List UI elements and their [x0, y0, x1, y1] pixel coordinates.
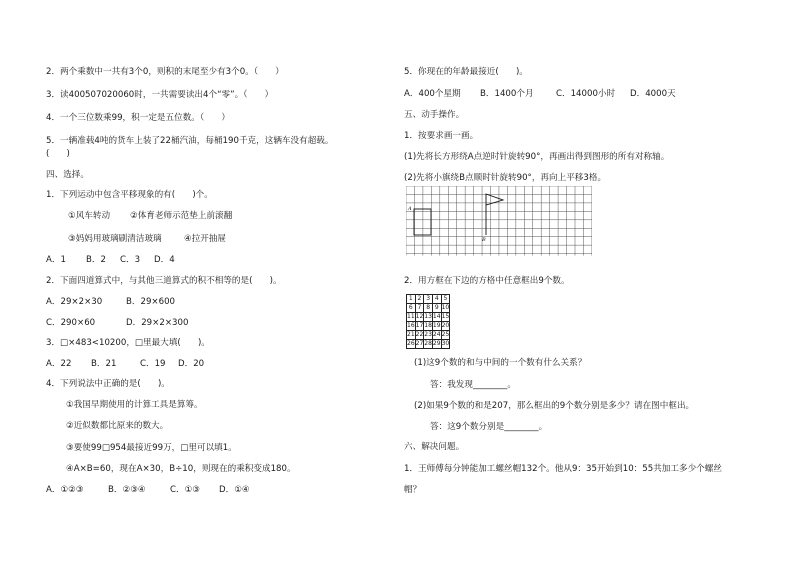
number-cell[interactable]: 25 — [441, 331, 450, 338]
number-cell[interactable]: 24 — [432, 331, 441, 338]
choice-q1-item-1: ①风车转动 — [68, 211, 111, 221]
number-cell[interactable]: 8 — [424, 304, 433, 313]
point-b-label: B — [482, 237, 486, 243]
choice-q1-item-2: ②体育老师示范垫上前滚翻 — [130, 211, 233, 221]
choice-q1-opt-a: A．1 — [46, 255, 66, 265]
draw-q1-part2: (2)先将小旗绕B点顺时针旋转90°，再向上平移3格。 — [404, 173, 607, 183]
number-cell[interactable]: 5 — [441, 295, 450, 304]
number-cell[interactable]: 16 — [407, 322, 415, 329]
number-cell[interactable]: 27 — [415, 340, 424, 347]
choice-q5-opt-c: C．14000小时 — [556, 89, 616, 99]
judge-q5-paren: ( ) — [46, 149, 70, 159]
number-cell[interactable]: 20 — [441, 322, 450, 329]
section-4-title: 四、选择。 — [46, 170, 89, 180]
number-cell[interactable]: 22 — [415, 331, 424, 338]
flag-shape — [486, 194, 503, 235]
choice-q4-item-4: ④A×B=60，现在A×30，B÷10，则现在的乘积变成180。 — [66, 464, 296, 474]
number-cell[interactable]: 29 — [432, 340, 441, 347]
number-cell[interactable]: 28 — [424, 340, 432, 347]
section-5-title: 五、动手操作。 — [404, 110, 465, 120]
number-cell[interactable]: 1 — [407, 295, 416, 304]
choice-q1-item-3: ③妈妈用玻璃刷清洁玻璃 — [68, 234, 162, 244]
solve-q1: 1．王师傅每分钟能加工螺丝帽132个。他从9：35开始到10：55共加工多少个螺丝 — [404, 464, 722, 474]
choice-q3: 3．□×483<10200，□里最大填( )。 — [46, 338, 210, 348]
choice-q2-opt-b: B．29×600 — [126, 297, 176, 307]
number-cell[interactable]: 18 — [424, 322, 432, 329]
draw-q2: 2．用方框在下边的方格中任意框出9个数。 — [404, 276, 570, 286]
choice-q4-opt-c: C．①③ — [170, 485, 201, 495]
number-cell[interactable]: 9 — [432, 304, 441, 313]
number-cell[interactable]: 10 — [441, 304, 450, 311]
number-row — [407, 304, 450, 313]
choice-q3-opt-d: D．20 — [178, 359, 205, 369]
number-cell[interactable]: 2 — [415, 295, 424, 304]
drawing-grid[interactable] — [406, 186, 592, 256]
number-cell[interactable]: 26 — [407, 340, 415, 347]
judge-q5: 5．一辆准载4吨的货车上装了22桶汽油，每桶190千克，这辆车没有超载。 — [46, 136, 334, 146]
rectangle-shape — [414, 209, 431, 235]
number-row — [407, 331, 450, 340]
point-a-label: A — [408, 206, 412, 212]
choice-q2: 2．下面四道算式中，与其他三道算式的积不相等的是( )。 — [46, 276, 282, 286]
draw-q1-part1: (1)先将长方形绕A点逆时针旋转90°，再画出得到图形的所有对称轴。 — [404, 152, 670, 162]
choice-q4-opt-a: A．①②③ — [46, 485, 84, 495]
choice-q3-opt-a: A．22 — [46, 359, 72, 369]
solve-q1-cont: 帽？ — [404, 485, 422, 495]
choice-q1-opt-b: B．2 — [86, 255, 106, 265]
choice-q1-opt-c: C．3 — [120, 255, 141, 265]
draw-q2-part2: (2)如果9个数的和是207，那么框出的9个数分别是多少？请在图中框出。 — [414, 401, 695, 411]
number-cell[interactable]: 11 — [407, 313, 415, 320]
number-cell[interactable]: 3 — [424, 295, 433, 304]
number-grid[interactable] — [406, 294, 450, 349]
number-cell[interactable]: 21 — [407, 331, 415, 338]
number-cell[interactable]: 12 — [415, 313, 424, 320]
choice-q4-opt-d: D．①④ — [219, 485, 250, 495]
choice-q2-opt-d: D．29×2×300 — [126, 318, 189, 328]
choice-q1: 1．下列运动中包含平移现象的有( )个。 — [46, 190, 213, 200]
choice-q3-opt-b: B．21 — [91, 359, 117, 369]
draw-q2-part2-answer[interactable]: 答：这9个数分别是________。 — [430, 422, 548, 432]
number-row — [407, 340, 450, 349]
number-row — [407, 322, 450, 331]
choice-q5-opt-d: D．4000天 — [630, 89, 676, 99]
choice-q5-opt-a: A．400个星期 — [404, 89, 461, 99]
choice-q4-item-1: ①我国早期使用的计算工具是算筹。 — [66, 400, 203, 410]
choice-q2-opt-c: C．290×60 — [46, 318, 96, 328]
number-cell[interactable]: 4 — [432, 295, 441, 304]
choice-q4-opt-b: B．②③④ — [108, 485, 146, 495]
number-cell[interactable]: 23 — [424, 331, 432, 338]
draw-q2-part1: (1)这9个数的和与中间的一个数有什么关系？ — [414, 358, 587, 368]
choice-q4: 4．下列说法中正确的是( )。 — [46, 379, 170, 389]
choice-q5-opt-b: B．1400个月 — [480, 89, 534, 99]
judge-q2: 2．两个乘数中一共有3个0，则积的末尾至少有3个0。（ ） — [46, 67, 284, 77]
choice-q1-item-4: ④拉开抽屉 — [184, 234, 227, 244]
number-cell[interactable]: 6 — [407, 304, 416, 313]
number-row — [407, 295, 450, 304]
draw-q2-part1-answer[interactable]: 答：我发现________。 — [430, 380, 516, 390]
choice-q4-item-2: ②近似数都比原来的数大。 — [66, 421, 169, 431]
number-cell[interactable]: 17 — [415, 322, 424, 329]
number-cell[interactable]: 30 — [441, 340, 450, 347]
choice-q1-opt-d: D．4 — [154, 255, 175, 265]
judge-q3: 3．读400507020060时，一共需要读出4个“零”。（ ） — [46, 90, 274, 100]
choice-q5: 5．你现在的年龄最接近( )。 — [404, 67, 528, 77]
number-cell[interactable]: 7 — [415, 304, 424, 313]
section-6-title: 六、解决问题。 — [404, 442, 465, 452]
number-cell[interactable]: 14 — [432, 313, 441, 320]
choice-q4-item-3: ③要使99□954最接近99万，□里可以填1。 — [66, 443, 237, 453]
judge-q4: 4．一个三位数乘99，积一定是五位数。（ ） — [46, 113, 230, 123]
number-cell[interactable]: 15 — [441, 313, 450, 320]
draw-q1: 1．按要求画一画。 — [404, 131, 479, 141]
choice-q3-opt-c: C．19 — [140, 359, 166, 369]
number-row — [407, 313, 450, 322]
number-cell[interactable]: 13 — [424, 313, 432, 320]
choice-q2-opt-a: A．29×2×30 — [46, 297, 103, 307]
number-cell[interactable]: 19 — [432, 322, 441, 329]
